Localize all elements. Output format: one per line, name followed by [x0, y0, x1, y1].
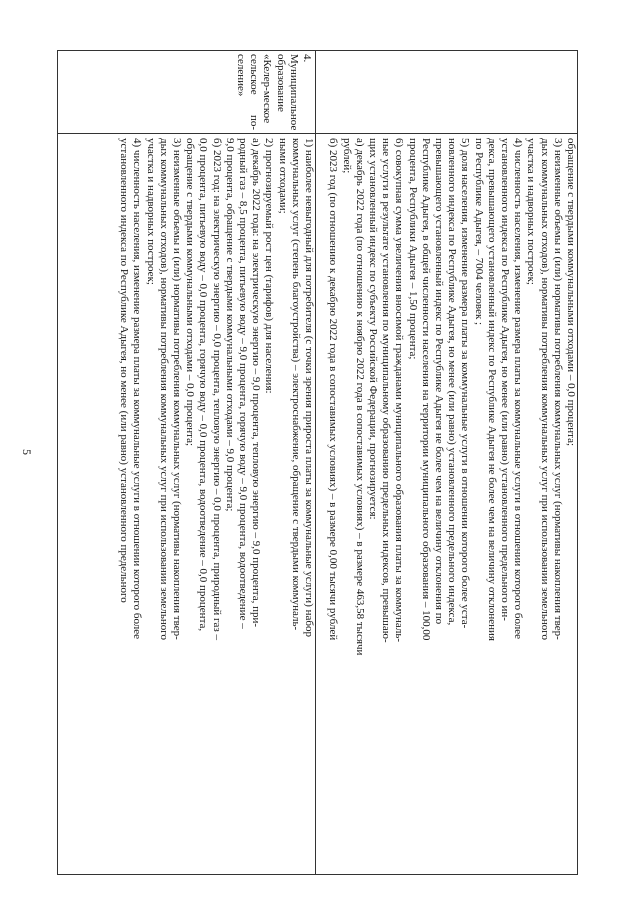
- text-line: 0,0 процента, питьевую воду – 0,0 процента, горячую воду – 0,0 процента, водоотведение – 0,0 процента,: [197, 138, 210, 632]
- text-line: обращение с твердыми коммунальными отходами – 0,0 процента;: [565, 138, 577, 447]
- text-line: 6) совокупная сумма увеличения вносимой гражданами муниципального образования платы за коммуналь-: [393, 138, 406, 643]
- text-line: 2) прогнозируемый рост цен (тарифов) для населения:: [263, 138, 276, 394]
- text-line: новленного индекса по Республике Адыгея, но менее (или равно) установленного предельного индекса,: [446, 138, 459, 626]
- text-line: б) 2023 год: на электрическую энергию – 0,0 процента, тепловую энергию – 0,0 процента, природный газ –: [210, 138, 223, 641]
- text-line: рублей;: [340, 138, 353, 174]
- parameters-cell: [58, 134, 315, 874]
- text-line: процента, Республики Адыгея – 1,50 процента;: [406, 138, 419, 360]
- text-line: участка и надворных построек;: [144, 138, 157, 285]
- table-row-3-continued: [315, 51, 577, 874]
- text-line: обращение с твердыми коммунальными отходами – 0,0 процента;: [184, 138, 197, 447]
- text-line: ные услуги в результате установления по муниципальному образованию предельных индексов, превышаю-: [380, 138, 393, 643]
- text-line: ными отходами;: [276, 138, 289, 214]
- text-line: родный газ – 8,5 процента, питьевую воду – 9,0 процента, горячую воду – 9,0 процента, водоотведение –: [236, 138, 249, 629]
- municipality-cell: [316, 51, 577, 134]
- text-line: превышающего установленный индекс по Республике Адыгея не более чем на величину отклонения по: [432, 138, 445, 625]
- text-line: б) 2023 год (по отношению к декабрю 2022 года в сопоставимых условиях) – в размере 0,00 тысячи рублей: [327, 138, 340, 641]
- text-line: дых коммунальных отходов), нормативы потребления коммунальных услуг при использовании земельного: [538, 138, 551, 640]
- table-row-4: [58, 51, 315, 874]
- text-line: коммунальных услуг (степень благоустройства) – электроснабжение, обращение с твердыми коммуналь-: [289, 138, 302, 631]
- parameters-cell: [316, 134, 577, 874]
- tariff-table: [57, 50, 578, 875]
- text-line: щих установленный индекс по субъекту Российской Федерации, прогнозируется:: [366, 138, 379, 520]
- text-line: 4) численность населения, изменение размера платы за коммунальные услуги в отношении которого более: [131, 138, 144, 640]
- text-line: 3) неизменные объемы и (или) нормативы потребления коммунальных услуг (нормативы накопления твер-: [551, 138, 564, 640]
- text-line: Республике Адыгея, в общей численности населения на территории муниципального образования – 100,00: [419, 138, 432, 641]
- text-line: декса, превышающего установленный индекс по Республике Адыгея не более чем на величину отклонения: [485, 138, 498, 641]
- text-line: по Республике Адыгея, – 7004 человек ;: [472, 138, 485, 326]
- text-line: а) декабрь 2022 года: на электрическую энергию – 9,0 процента, тепловую энергию – 9,0 процента, при-: [250, 138, 263, 628]
- text-line: 3) неизменные объемы и (или) нормативы потребления коммунальных услуг (нормативы накопления твер-: [170, 138, 183, 640]
- text-line: дых коммунальных отходов), нормативы потребления коммунальных услуг при использовании земельного: [157, 138, 170, 640]
- text-line: 4) численность населения, изменение размера платы за коммунальные услуги в отношении которого более: [512, 138, 525, 640]
- municipality-name: 4. Муниципальное образование «Келер-меское сельское по-селение»: [234, 54, 313, 131]
- text-line: участка и надворных построек;: [525, 138, 538, 285]
- page-number: 5: [20, 449, 34, 455]
- text-line: 1) наиболее невыгодный для потребителя (с точки зрения прироста платы за коммунальные услуги) набор: [303, 138, 315, 637]
- text-line: установленного индекса по Республике Адыгея, но менее (или равно) установленного предельного ин-: [498, 138, 511, 621]
- text-line: 5) доля населения, изменение размера платы за коммунальные услуги в отношении которого более уста-: [459, 138, 472, 629]
- text-line: установленного индекса по Республике Адыгея, но менее (или равно) установленного предельного: [118, 138, 131, 603]
- text-line: а) декабрь 2022 года (по отношению к ноябрю 2022 года в сопоставимых условиях) – в размере 463,58 тысячи: [353, 138, 366, 656]
- text-line: 9,0 процента, обращение с твердыми коммунальными отходами – 9,0 процента;: [223, 138, 236, 512]
- municipality-cell: [58, 51, 315, 134]
